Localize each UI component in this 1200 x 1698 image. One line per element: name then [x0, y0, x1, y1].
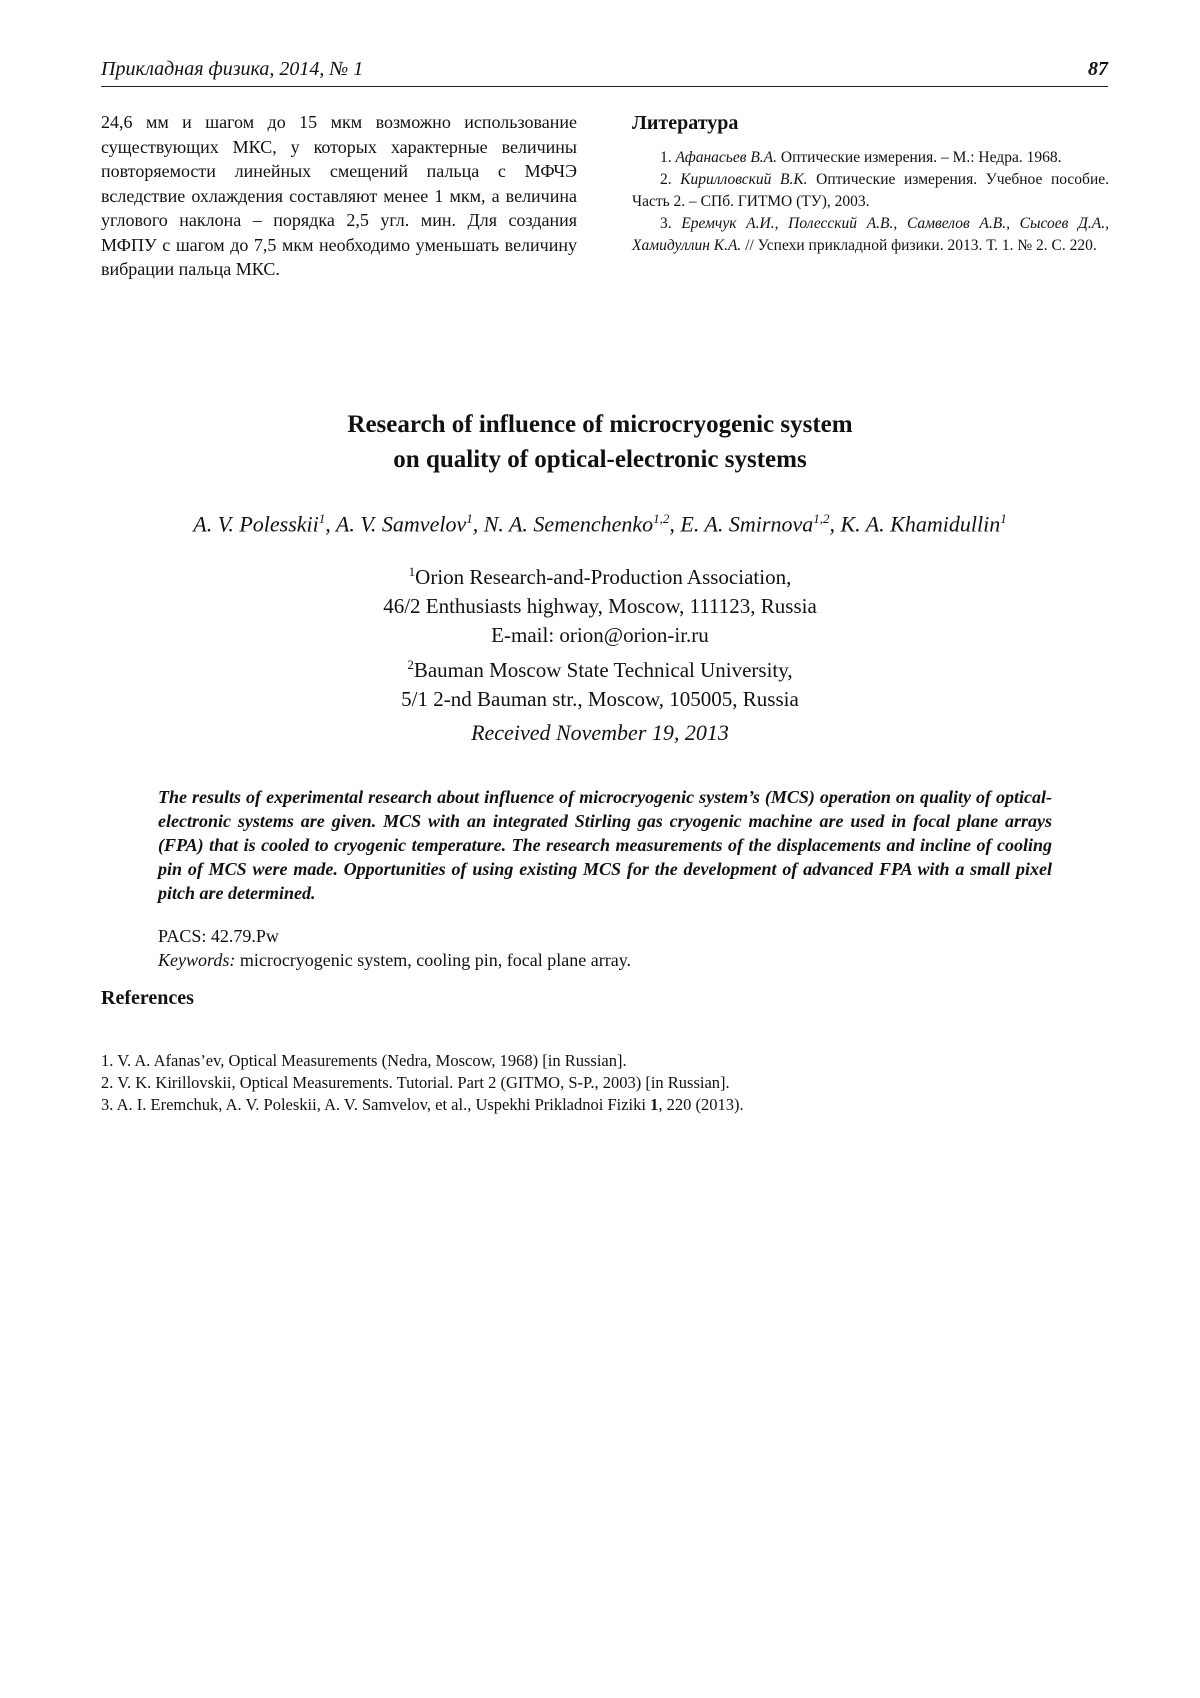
reference-text: 1. V. A. Afanas’ev, Optical Measurements (Nedra, Moscow, 1968) [in Russian].	[101, 1051, 627, 1070]
affiliation-address: 5/1 2-nd Bauman str., Moscow, 105005, Russia	[401, 687, 799, 711]
reference-text: 2. V. K. Kirillovskii, Optical Measurements. Tutorial. Part 2 (GITMO, S-P., 2003) [in Russian].	[101, 1073, 730, 1092]
abstract: The results of experimental research about influence of microcryogenic system’s (MCS) operation on quality of optical-electronic systems are given. MCS with an integrated Stirling gas cryogenic machine are used in focal plane arrays (FPA) that is cooled to cryogenic temperature. The research measurements of the displacements and incline of cooling pin of MCS were made. Opportunities of using existing MCS for the development of advanced FPA with a small pixel pitch are determined.	[158, 787, 1052, 903]
literature-item-number: 1.	[660, 149, 672, 166]
affiliation-1	[0, 557, 1200, 592]
reference-item	[101, 1072, 1101, 1094]
page-number: 87	[1088, 58, 1108, 80]
literature-item	[632, 169, 1109, 213]
article-title-line: on quality of optical-electronic systems	[393, 446, 807, 473]
literature-item	[632, 213, 1109, 257]
literature-item	[632, 147, 1109, 169]
literature-item-text: Оптические измерения. Учебное пособие. Часть 2. – СПб. ГИТМО (ТУ), 2003.	[632, 171, 1109, 210]
literature-section	[632, 112, 1109, 257]
literature-heading: Литература	[632, 112, 739, 134]
affiliations	[0, 557, 1200, 714]
pacs-keywords	[158, 924, 1052, 972]
left-column-text: 24,6 мм и шагом до 15 мкм возможно использование существующих МКС, у которых характерные величины повторяемости линейных смещений пальца с МФЧЭ вследствие охлаждения составляют менее 1 мкм, а величина углового наклона – порядка 2,5 угл. мин. Для создания МФПУ с шагом до 7,5 мкм необходимо уменьшать величину вибрации пальца МКС.	[101, 112, 577, 279]
keywords-label: Keywords:	[158, 950, 236, 970]
literature-item-number: 3.	[660, 215, 672, 232]
affiliation-name: Orion Research-and-Production Association,	[415, 565, 792, 589]
literature-item-authors: Афанасьев В.А.	[675, 149, 778, 166]
affiliation-2	[0, 650, 1200, 685]
author-name: E. A. Smirnova	[680, 511, 814, 537]
affiliation-address: 46/2 Enthusiasts highway, Moscow, 111123, Russia	[383, 594, 817, 618]
contact-email[interactable]: E-mail: orion@orion-ir.ru	[491, 623, 709, 647]
pacs-code: PACS: 42.79.Pw	[158, 926, 279, 946]
journal-title: Прикладная физика, 2014, № 1	[101, 58, 364, 80]
reference-item	[101, 1050, 1101, 1072]
author-affiliation-mark: 1,2	[653, 511, 670, 526]
author-affiliation-mark: 1,2	[813, 511, 830, 526]
author-affiliation-mark: 1	[318, 511, 326, 526]
author-name: N. A. Semenchenko	[483, 511, 654, 537]
author-affiliation-mark: 1	[466, 511, 473, 526]
literature-item-authors: Кирилловский В.К.	[680, 171, 808, 188]
references-list	[101, 1050, 1101, 1116]
author-name: K. A. Khamidullin	[840, 511, 1001, 537]
literature-item-number: 2.	[660, 171, 672, 188]
keywords-text: microcryogenic system, cooling pin, focal plane array.	[235, 950, 632, 970]
literature-item-authors: Еремчук А.И., Полесский А.В., Самвелов А.В., Сысоев Д.А., Хамидуллин К.А.	[632, 215, 1109, 254]
author-separator: ,	[472, 511, 484, 537]
author-name: A. V. Polesskii	[193, 511, 319, 537]
keywords	[158, 948, 1052, 972]
literature-item-text: // Успехи прикладной физики. 2013. Т. 1. № 2. С. 220.	[741, 237, 1097, 254]
affiliation-name: Bauman Moscow State Technical University,	[413, 658, 793, 682]
reference-item	[101, 1094, 1101, 1116]
reference-volume: 1	[650, 1095, 659, 1114]
reference-tail: , 220 (2013).	[658, 1095, 744, 1114]
affiliation-mark: 2	[407, 657, 414, 672]
article-title-line: Research of influence of microcryogenic system	[347, 411, 853, 438]
literature-item-text: Оптические измерения. – М.: Недра. 1968.	[777, 149, 1062, 166]
author-affiliation-mark: 1	[1000, 511, 1007, 526]
received-date: Received November 19, 2013	[471, 720, 729, 745]
article-title	[0, 407, 1200, 477]
author-list	[0, 511, 1200, 537]
references-heading: References	[101, 987, 194, 1009]
author-name: A. V. Samvelov	[335, 511, 467, 537]
author-separator: ,	[669, 511, 681, 537]
affiliation-mark: 1	[408, 564, 416, 579]
reference-text: 3. A. I. Eremchuk, A. V. Poleskii, A. V. Samvelov, et al., Uspekhi Prikladnoi Fiziki	[101, 1095, 651, 1114]
author-separator: ,	[829, 511, 841, 537]
running-header	[101, 58, 1108, 87]
author-separator: ,	[325, 511, 336, 537]
